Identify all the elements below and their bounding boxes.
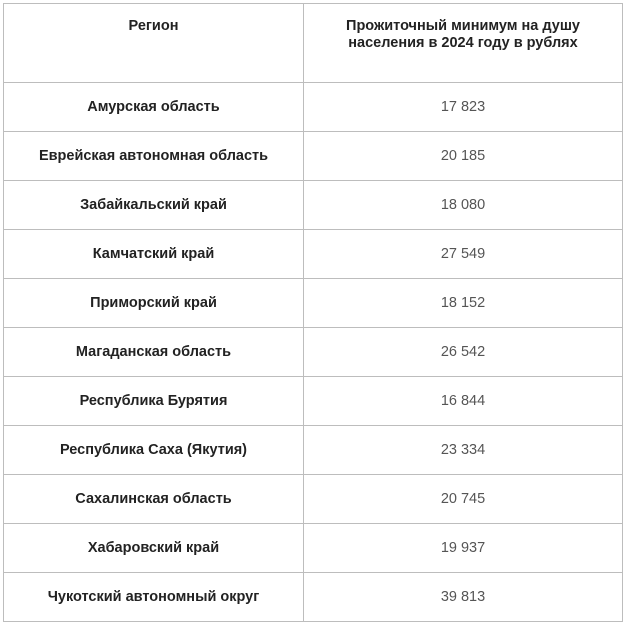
table-row (4, 132, 623, 181)
region-cell: Еврейская автономная область (4, 132, 304, 181)
region-cell: Магаданская область (4, 328, 304, 377)
region-cell: Амурская область (4, 83, 304, 132)
table-row (4, 328, 623, 377)
table-row (4, 377, 623, 426)
living-wage-cell: 39 813 (304, 573, 623, 622)
region-cell: Приморский край (4, 279, 304, 328)
table-row (4, 279, 623, 328)
living-wage-cell: 20 185 (304, 132, 623, 181)
living-wage-cell: 19 937 (304, 524, 623, 573)
living-wage-cell: 18 080 (304, 181, 623, 230)
header-region: Регион (4, 4, 304, 83)
living-wage-cell: 26 542 (304, 328, 623, 377)
table-header-row (4, 4, 623, 83)
region-cell: Камчатский край (4, 230, 304, 279)
table-row (4, 83, 623, 132)
region-cell: Чукотский автономный округ (4, 573, 304, 622)
region-cell: Сахалинская область (4, 475, 304, 524)
region-cell: Хабаровский край (4, 524, 304, 573)
region-cell: Забайкальский край (4, 181, 304, 230)
living-wage-cell: 18 152 (304, 279, 623, 328)
living-wage-cell: 16 844 (304, 377, 623, 426)
living-wage-cell: 27 549 (304, 230, 623, 279)
table-row (4, 573, 623, 622)
table-row (4, 426, 623, 475)
table-row (4, 524, 623, 573)
region-cell: Республика Бурятия (4, 377, 304, 426)
table-row (4, 230, 623, 279)
header-living-wage: Прожиточный минимум на душу населения в 2024 году в рублях (304, 4, 623, 83)
table-body (4, 83, 623, 622)
living-wage-table (3, 3, 623, 622)
table-row (4, 181, 623, 230)
living-wage-cell: 20 745 (304, 475, 623, 524)
living-wage-cell: 23 334 (304, 426, 623, 475)
region-cell: Республика Саха (Якутия) (4, 426, 304, 475)
table-row (4, 475, 623, 524)
living-wage-cell: 17 823 (304, 83, 623, 132)
